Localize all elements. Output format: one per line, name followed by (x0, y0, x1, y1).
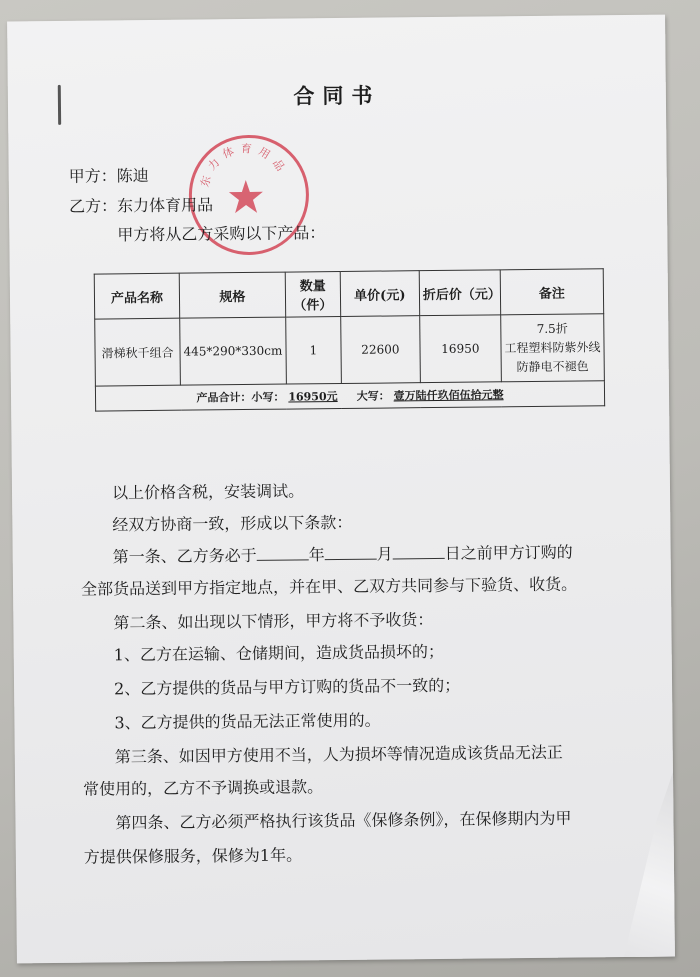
clause-2-item-2: 2、乙方提供的货品与甲方订购的货品不一致的； (113, 675, 461, 699)
clause-2-item-3: 3、乙方提供的货品无法正常使用的。 (114, 710, 381, 733)
note-antistatic: 防静电不褪色 (516, 358, 589, 374)
clause-1-line-1 (113, 540, 573, 568)
clause-4-line-1: 第四条、乙方必须严格执行该货品《保修条例》，在保修期内为甲 (115, 808, 572, 833)
header-notes: 备注 (500, 269, 604, 315)
clause-1-month: 月 (376, 544, 393, 564)
clause-3-line-1: 第三条、如因甲方使用不当，人为损坏等情况造成该货品无法正 (114, 742, 563, 767)
header-qty: 数量（件） (285, 271, 340, 317)
cell-notes (500, 314, 604, 382)
paragraph-agreement: 经双方协商一致，形成以下条款： (112, 512, 353, 535)
party-a: 甲方：陈迪 (68, 165, 149, 186)
table-total-row (95, 381, 604, 411)
month-blank (325, 545, 377, 561)
clause-2: 第二条、如出现以下情形，甲方将不予收货： (113, 610, 434, 633)
total-upper: 壹万陆仟玖佰伍拾元整 (393, 388, 504, 403)
header-discount-price: 折后价（元） (419, 270, 500, 316)
cell-total (95, 381, 604, 411)
document-title: 合同书 (293, 82, 381, 109)
clause-2-item-1: 1、乙方在运输、仓储期间，造成货品损坏的； (113, 641, 444, 665)
intro-text: 甲方将从乙方采购以下产品： (117, 223, 326, 245)
note-material: 工程塑料防紫外线 (504, 339, 601, 355)
svg-text:东力体育用品: 东力体育用品 (198, 141, 291, 189)
clause-3-line-2: 常使用的，乙方不予调换或退款。 (83, 777, 324, 799)
cell-spec: 445*290*330cm (180, 317, 287, 385)
party-b: 乙方：东力体育用品 (68, 195, 214, 216)
product-table (94, 268, 605, 411)
clause-1-day: 日之前甲方订购的 (444, 542, 573, 563)
clause-1-line-2: 全部货品送到甲方指定地点，并在甲、乙双方共同参与下验货、收货。 (80, 574, 578, 599)
page-fold-corner (607, 760, 675, 961)
table-row (95, 314, 605, 386)
day-blank (393, 544, 445, 560)
clause-1-lead: 第一条、乙方务必于 (112, 545, 257, 567)
header-product-name: 产品名称 (94, 273, 179, 319)
cell-discount-price: 16950 (420, 315, 502, 383)
header-unit-price: 单价(元) (340, 271, 419, 317)
total-upper-label: 大写： (356, 389, 390, 403)
header-spec: 规格 (179, 272, 285, 318)
table-header-row (94, 269, 603, 319)
cell-qty: 1 (286, 316, 342, 384)
contract-paper (7, 15, 675, 964)
clause-4-line-2: 方提供保修服务，保修为1年。 (83, 845, 303, 867)
clause-1-year: 年 (308, 545, 325, 565)
year-blank (257, 545, 309, 561)
cell-product-name: 滑梯秋千组合 (95, 318, 181, 386)
cell-unit-price: 22600 (341, 316, 421, 384)
note-discount: 7.5折 (536, 321, 568, 336)
total-prefix: 产品合计：小写： (196, 390, 285, 405)
paragraph-price-note: 以上价格含税，安装调试。 (111, 481, 305, 503)
total-lower: 16950元 (288, 390, 338, 404)
